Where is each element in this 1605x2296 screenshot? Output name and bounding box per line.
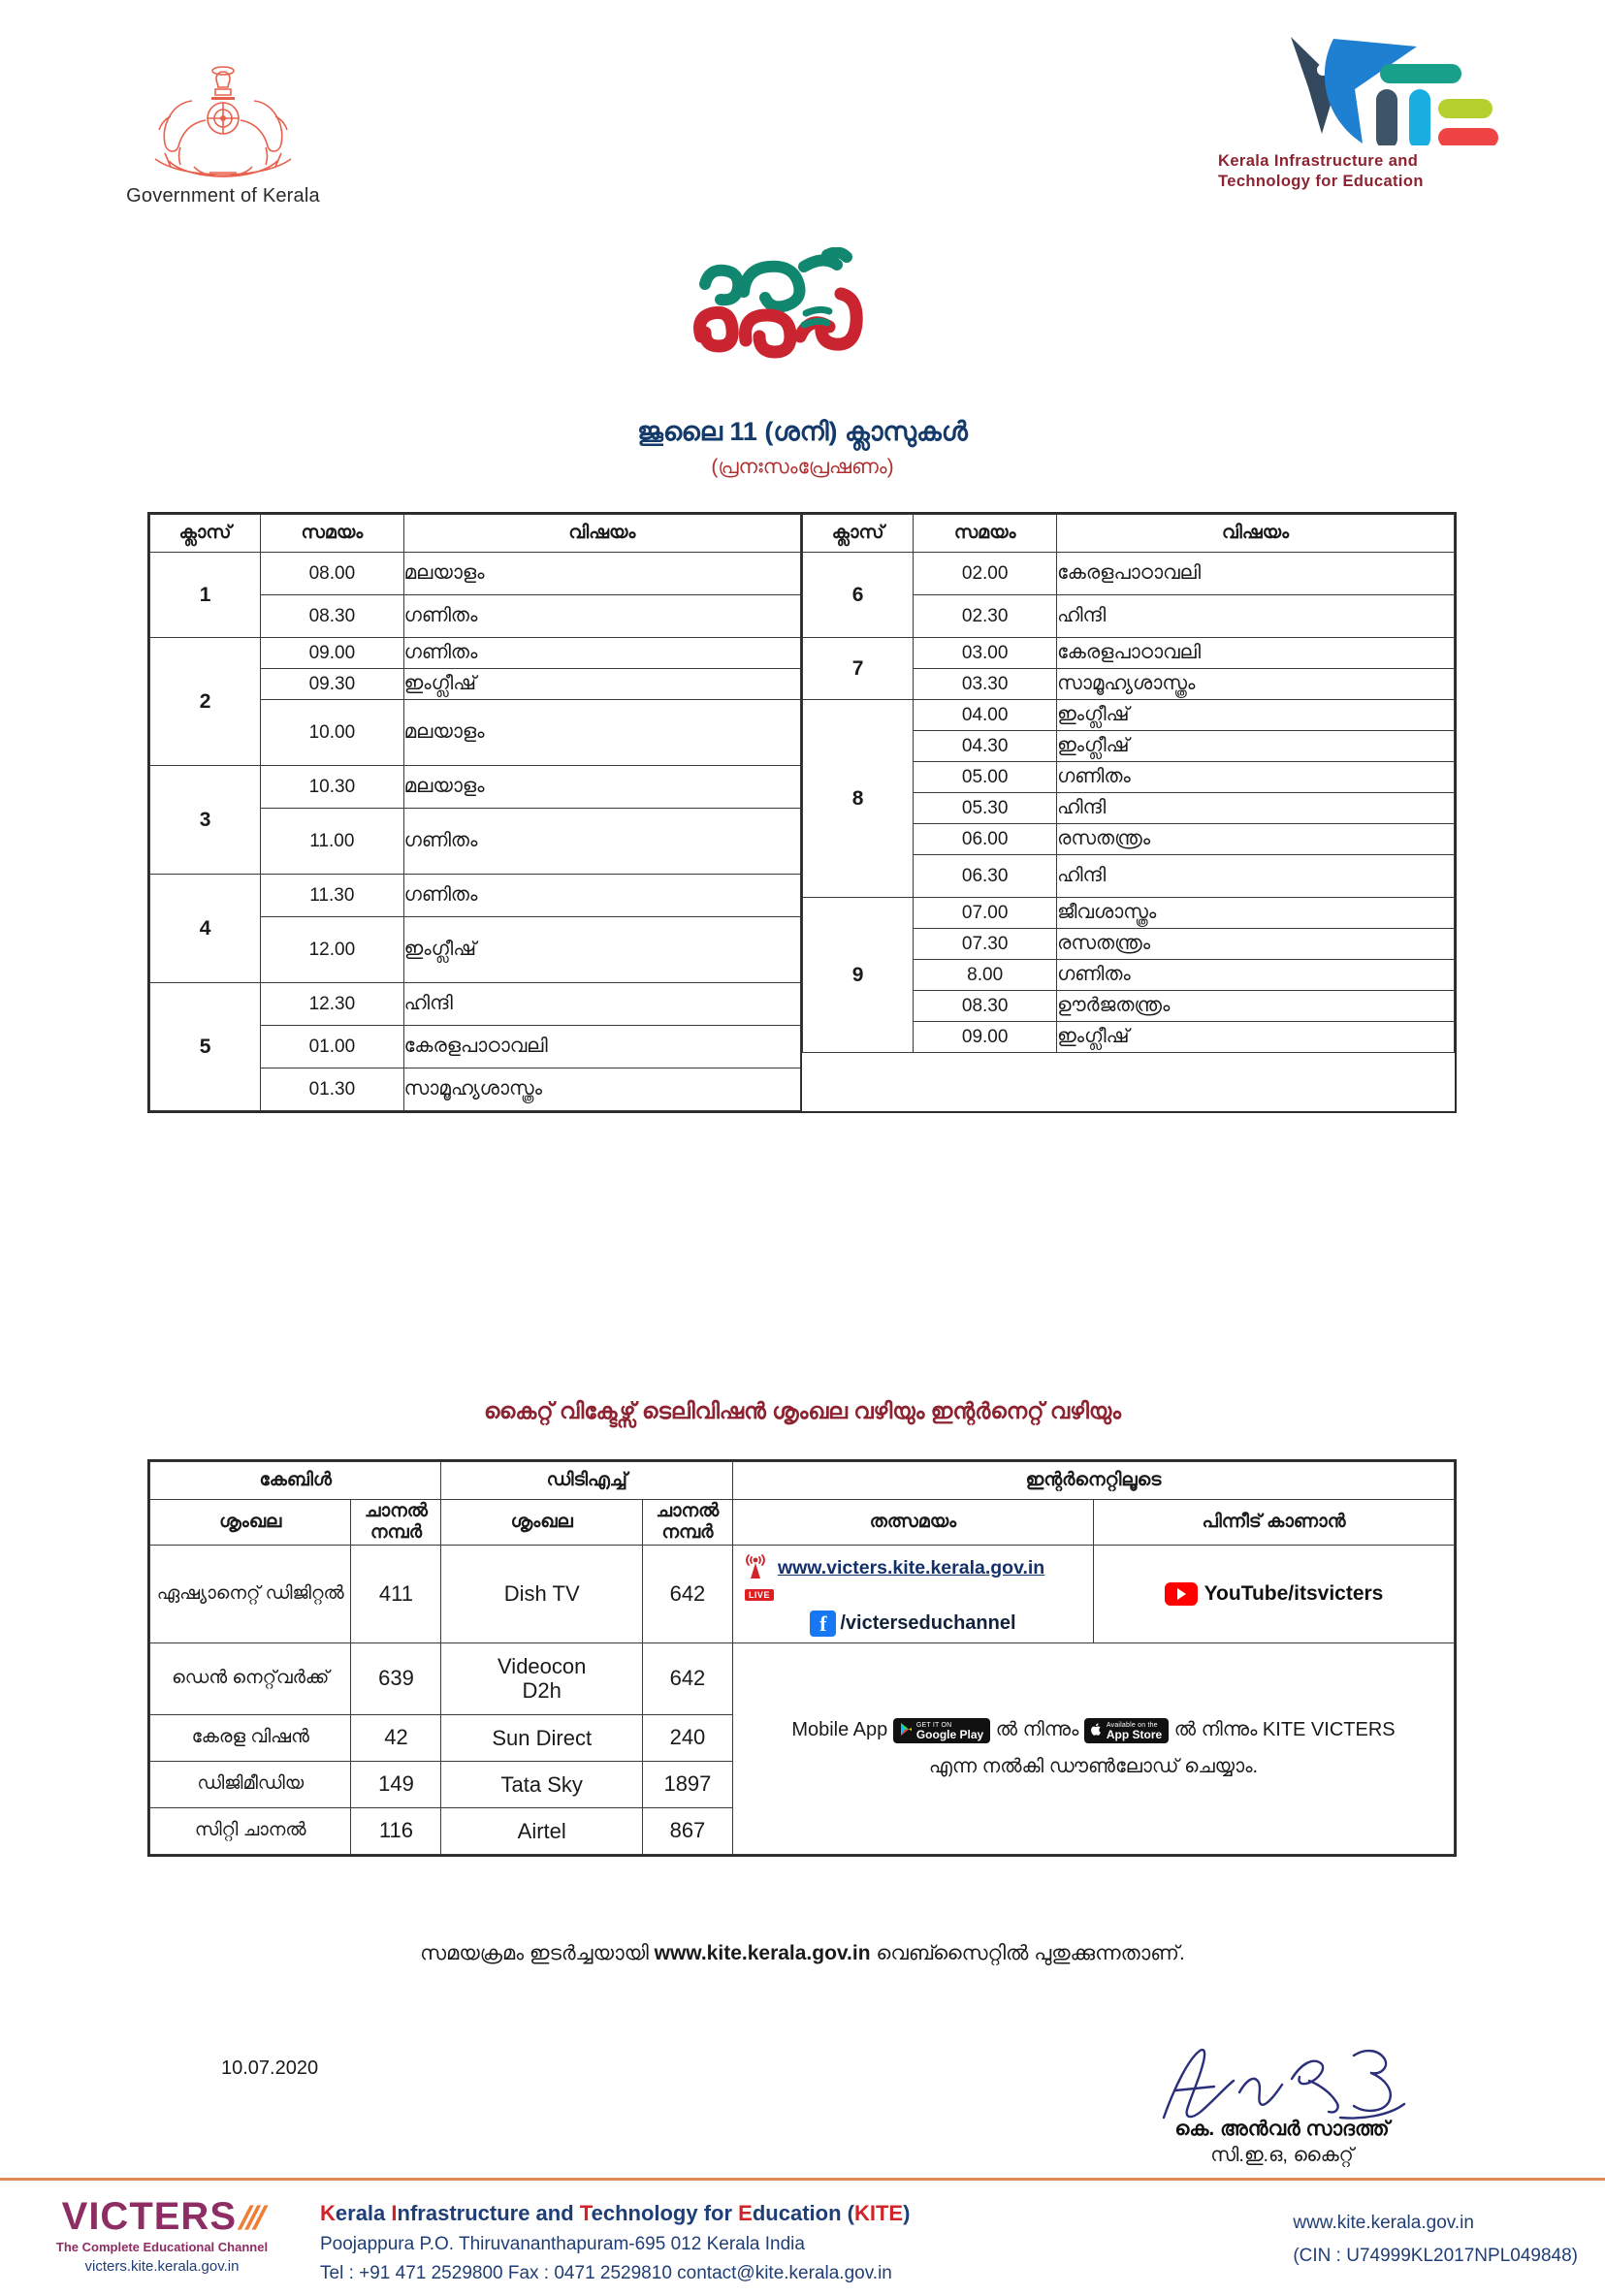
channel-info-table [149, 1461, 1455, 1855]
victers-slashes-icon: /// [234, 2200, 269, 2237]
subject-cell: ഇംഗ്ലീഷ് [403, 917, 800, 983]
youtube-handle[interactable]: YouTube/itsvicters [1204, 1581, 1384, 1605]
app-download-instruction: എന്ന നൽകി ഡൗൺലോഡ് ചെയ്യാം. [928, 1756, 1259, 1778]
time-cell: 09.00 [914, 1022, 1057, 1053]
mobile-app-cell [732, 1642, 1454, 1854]
channel-section-heading: കൈറ്റ് വിക്ടേഴ്സ് ടെലിവിഷൻ ശൃംഖല വഴിയും ഇന്റർനെറ്റ് വഴിയും [484, 1398, 1121, 1423]
kite-logo-line2: Technology for Education [1218, 173, 1424, 191]
document-header [0, 0, 1605, 478]
cable-channel-number-cell: 42 [351, 1714, 441, 1761]
time-cell: 02.30 [914, 595, 1057, 638]
group-header-dth: ഡിടിഎച്ച് [441, 1462, 732, 1500]
government-label: Government of Kerala [126, 185, 320, 207]
subject-cell: ജീവശാസ്ത്രം [1057, 898, 1455, 929]
cable-channel-number-cell: 639 [351, 1642, 441, 1714]
class-number-cell: 5 [150, 983, 261, 1111]
column-header-subject: വിഷയം [403, 515, 800, 553]
time-cell: 08.30 [914, 991, 1057, 1022]
table-row [803, 553, 1455, 595]
class-number-cell: 1 [150, 553, 261, 638]
kite-address-block [320, 2197, 910, 2287]
timetable-right-half [802, 514, 1455, 1111]
group-header-cable: കേബിൾ [150, 1462, 441, 1500]
youtube-icon [1165, 1582, 1198, 1606]
subject-cell: കേരളപാഠാവലി [403, 1026, 800, 1068]
time-cell: 12.30 [261, 983, 404, 1026]
table-header-row [803, 515, 1455, 553]
dth-network-cell: Tata Sky [441, 1761, 642, 1807]
note-suffix: വെബ്സൈറ്റിൽ പുതുക്കുന്നതാണ്. [876, 1942, 1185, 1964]
column-header-time: സമയം [261, 515, 404, 553]
timetable-left-table [149, 514, 801, 1111]
cable-network-cell: ഡെൻ നെറ്റ്‌വർക്ക് [150, 1642, 351, 1714]
subject-cell: ഇംഗ്ലീഷ് [1057, 700, 1455, 731]
class-number-cell: 3 [150, 766, 261, 875]
table-header-row [150, 515, 801, 553]
kite-logo-block [1212, 29, 1552, 193]
mobile-app-label: Mobile App [791, 1719, 888, 1741]
kerala-state-emblem-icon [126, 58, 320, 179]
kite-web-cin-block [1293, 2207, 1578, 2273]
cable-channel-number-cell: 116 [351, 1807, 441, 1854]
time-cell: 11.00 [261, 809, 404, 875]
time-cell: 08.30 [261, 595, 404, 638]
time-cell: 09.00 [261, 638, 404, 669]
signature-block [1122, 2036, 1442, 2167]
subject-cell: ഹിന്ദി [1057, 595, 1455, 638]
cable-network-cell: സിറ്റി ചാനൽ [150, 1807, 351, 1854]
subject-cell: ഗണിതം [1057, 960, 1455, 991]
dth-network-cell: Airtel [441, 1807, 642, 1854]
facebook-icon: f [810, 1610, 836, 1637]
table-row [803, 638, 1455, 669]
table-row [150, 553, 801, 595]
dth-channel-number-cell: 642 [642, 1545, 732, 1642]
google-play-icon [900, 1721, 913, 1740]
class-number-cell: 4 [150, 875, 261, 983]
channel-group-header-row [150, 1462, 1455, 1500]
subject-cell: ഗണിതം [403, 875, 800, 917]
class-timetable [147, 512, 1457, 1113]
victers-live-link[interactable]: www.victers.kite.kerala.gov.in [777, 1556, 1045, 1578]
time-cell: 8.00 [914, 960, 1057, 991]
subject-cell: ഇംഗ്ലീഷ് [403, 669, 800, 700]
subject-cell: രസതന്ത്രം [1057, 929, 1455, 960]
handwritten-signature-icon [1146, 2036, 1418, 2123]
time-cell: 01.00 [261, 1026, 404, 1068]
class-number-cell: 9 [803, 898, 914, 1053]
first-bell-logo-icon [682, 247, 924, 364]
kite-cin: (CIN : U74999KL2017NPL049848) [1293, 2246, 1578, 2267]
dth-network-cell: Videocon D2h [441, 1642, 642, 1714]
subject-cell: രസതന്ത്രം [1057, 824, 1455, 855]
subject-cell: സാമൂഹ്യശാസ്ത്രം [403, 1068, 800, 1111]
broadcast-tower-icon [743, 1551, 768, 1585]
column-header-class: ക്ലാസ് [150, 515, 261, 553]
document-date: 10.07.2020 [221, 2057, 319, 2079]
time-cell: 03.00 [914, 638, 1057, 669]
kite-address-line: Poojappura P.O. Thiruvananthapuram-695 012 Kerala India [320, 2234, 805, 2255]
subject-cell: ഗണിതം [403, 638, 800, 669]
kite-org-name: Kerala Infrastructure and Technology for Education (KITE) [320, 2201, 911, 2225]
column-header-subject: വിഷയം [1057, 515, 1455, 553]
column-header-class: ക്ലാസ് [803, 515, 914, 553]
subject-cell: ഹിന്ദി [1057, 855, 1455, 898]
apple-icon [1091, 1721, 1103, 1740]
page-subtitle: (പ്രനഃസംപ്രേഷണം) [711, 456, 894, 478]
victers-wordmark: VICTERS [61, 2195, 237, 2238]
dth-network-cell: Sun Direct [441, 1714, 642, 1761]
time-cell: 05.00 [914, 762, 1057, 793]
time-cell: 11.30 [261, 875, 404, 917]
cable-channel-number-cell: 149 [351, 1761, 441, 1807]
kite-logo-icon [1266, 29, 1498, 145]
group-header-internet: ഇന്റർനെറ്റിലൂടെ [732, 1462, 1454, 1500]
table-row [150, 983, 801, 1026]
sub-header-dth-number: ചാനൽ നമ്പർ [642, 1500, 732, 1546]
class-number-cell: 8 [803, 700, 914, 898]
live-badge: LIVE [745, 1589, 774, 1601]
victers-website: victers.kite.kerala.gov.in [84, 2258, 240, 2275]
table-row [150, 875, 801, 917]
time-cell: 07.00 [914, 898, 1057, 929]
note-url: www.kite.kerala.gov.in [654, 1942, 871, 1964]
channel-table [147, 1459, 1457, 1857]
first-bell-logo [0, 247, 1605, 368]
website-update-note [0, 1942, 1605, 1965]
subject-cell: ഗണിതം [1057, 762, 1455, 793]
subject-cell: മലയാളം [403, 700, 800, 766]
time-cell: 06.00 [914, 824, 1057, 855]
kite-logo-text [1212, 151, 1552, 193]
subject-cell: മലയാളം [403, 766, 800, 809]
sub-header-cable-number: ചാനൽ നമ്പർ [351, 1500, 441, 1546]
class-number-cell: 2 [150, 638, 261, 766]
time-cell: 08.00 [261, 553, 404, 595]
sub-header-cable-network: ശൃംഖല [150, 1500, 351, 1546]
time-cell: 05.30 [914, 793, 1057, 824]
victers-logo-block [41, 2195, 283, 2275]
sub-header-dth-network: ശൃംഖല [441, 1500, 642, 1546]
time-cell: 06.30 [914, 855, 1057, 898]
note-prefix: സമയക്രമം ഇടർച്ചയായി [420, 1942, 649, 1964]
sub-header-later: പിന്നീട് കാണാൻ [1093, 1500, 1454, 1546]
kite-contact-line: Tel : +91 471 2529800 Fax : 0471 2529810 contact@kite.kerala.gov.in [320, 2262, 892, 2283]
time-cell: 03.30 [914, 669, 1057, 700]
app-mid-text-1: ൽ നിന്നും [995, 1719, 1079, 1741]
timetable-left-half [149, 514, 802, 1111]
dth-channel-number-cell: 1897 [642, 1761, 732, 1807]
signatory-name: കെ. അൻവർ സാദത്ത് [1174, 2118, 1390, 2140]
time-cell: 04.30 [914, 731, 1057, 762]
government-of-kerala-block [58, 58, 388, 207]
subject-cell: ഇംഗ്ലീഷ് [1057, 1022, 1455, 1053]
app-name: KITE VICTERS [1262, 1719, 1396, 1741]
table-row [803, 700, 1455, 731]
time-cell: 09.30 [261, 669, 404, 700]
page-title: ജൂലൈ 11 (ശനി) ക്ലാസുകൾ [637, 417, 968, 446]
time-cell: 10.00 [261, 700, 404, 766]
subject-cell: ഗണിതം [403, 595, 800, 638]
watch-later-cell [1093, 1545, 1454, 1642]
table-row [150, 766, 801, 809]
class-number-cell: 6 [803, 553, 914, 638]
dth-channel-number-cell: 867 [642, 1807, 732, 1854]
subject-cell: കേരളപാഠാവലി [1057, 638, 1455, 669]
subject-cell: ഊർജതന്ത്രം [1057, 991, 1455, 1022]
victers-tagline: The Complete Educational Channel [55, 2240, 269, 2254]
signatory-designation: സി.ഇ.ഒ, കൈറ്റ് [1210, 2145, 1354, 2166]
dth-channel-number-cell: 642 [642, 1642, 732, 1714]
app-store-badge[interactable]: Available on the App Store [1084, 1718, 1169, 1744]
subject-cell: മലയാളം [403, 553, 800, 595]
subject-cell: കേരളപാഠാവലി [1057, 553, 1455, 595]
sub-header-live: തത്സമയം [732, 1500, 1093, 1546]
subject-cell: ഇംഗ്ലീഷ് [1057, 731, 1455, 762]
table-row [150, 1642, 1455, 1714]
time-cell: 04.00 [914, 700, 1057, 731]
timetable-right-table [802, 514, 1455, 1053]
subject-cell: ഗണിതം [403, 809, 800, 875]
dth-network-cell: Dish TV [441, 1545, 642, 1642]
channel-sub-header-row [150, 1500, 1455, 1546]
class-number-cell: 7 [803, 638, 914, 700]
subject-cell: ഹിന്ദി [1057, 793, 1455, 824]
live-stream-cell [732, 1545, 1093, 1642]
cable-channel-number-cell: 411 [351, 1545, 441, 1642]
table-row [150, 1545, 1455, 1642]
time-cell: 01.30 [261, 1068, 404, 1111]
dth-channel-number-cell: 240 [642, 1714, 732, 1761]
footer-divider [0, 2178, 1605, 2181]
document-footer-bar [0, 2178, 1605, 2296]
table-row [803, 898, 1455, 929]
column-header-time: സമയം [914, 515, 1057, 553]
kite-website: www.kite.kerala.gov.in [1293, 2213, 1474, 2233]
cable-network-cell: ഡിജിമീഡിയ [150, 1761, 351, 1807]
time-cell: 10.30 [261, 766, 404, 809]
cable-network-cell: കേരള വിഷൻ [150, 1714, 351, 1761]
table-row [150, 638, 801, 669]
time-cell: 07.30 [914, 929, 1057, 960]
cable-network-cell: ഏഷ്യാനെറ്റ് ഡിജിറ്റൽ [150, 1545, 351, 1642]
app-mid-text-2: ൽ നിന്നും [1173, 1719, 1258, 1741]
facebook-handle[interactable]: /victerseduchannel [840, 1611, 1016, 1634]
subject-cell: ഹിന്ദി [403, 983, 800, 1026]
google-play-badge[interactable]: GET IT ON Google Play [893, 1718, 990, 1744]
time-cell: 02.00 [914, 553, 1057, 595]
kite-logo-line1: Kerala Infrastructure and [1218, 152, 1419, 170]
subject-cell: സാമൂഹ്യശാസ്ത്രം [1057, 669, 1455, 700]
time-cell: 12.00 [261, 917, 404, 983]
